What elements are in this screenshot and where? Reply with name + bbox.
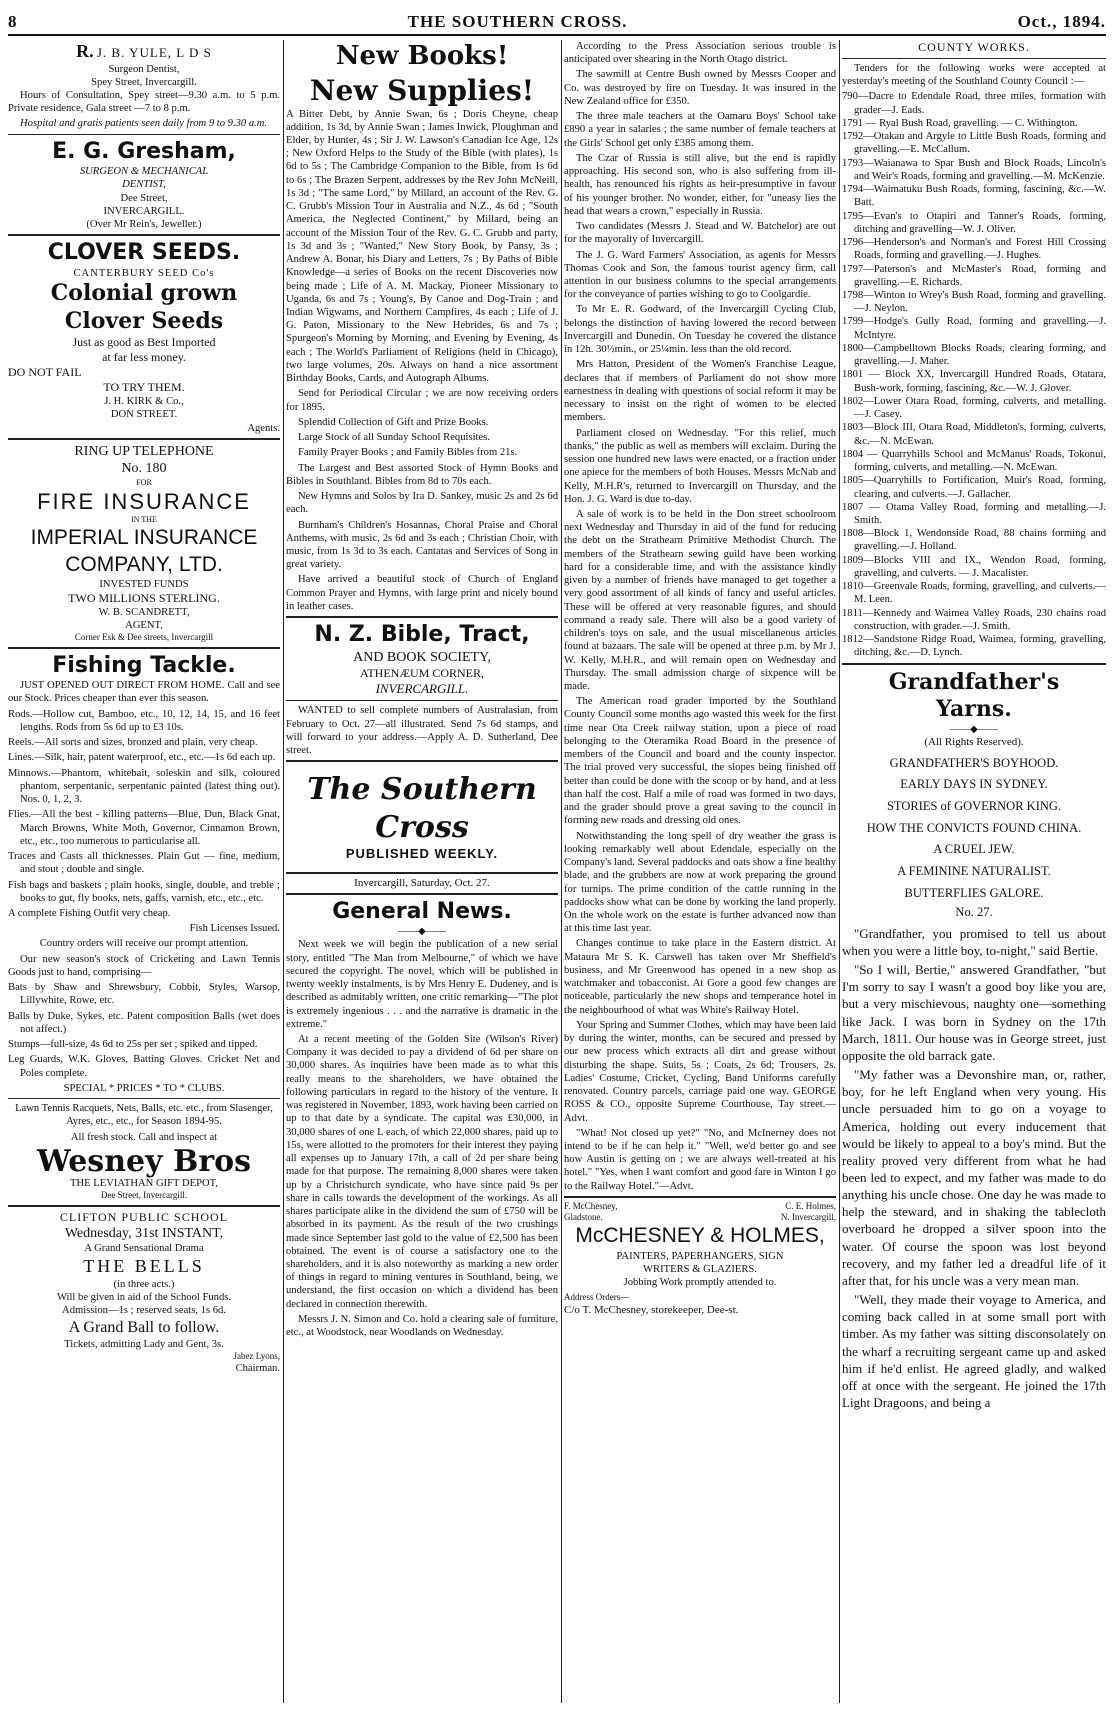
gresham-line: SURGEON & MECHANICAL — [79, 166, 209, 178]
clifton-line: Will be given in aid of the School Funds. — [56, 1292, 232, 1304]
fishing-para: Bats by Shaw and Shrewsbury, Cobbit, Styles, Warsop, Lillywhite, Rowe, etc. — [8, 982, 280, 1007]
column-rule — [839, 40, 840, 1703]
news-para: Your Spring and Summer Clothes, which may have been laid by during the winter, months, can be secured and pressed by our new process which extracts all dirt and grease without disturbing the shape. Suits, 5s ; Coats, 2s 6d; Trousers, 2s. Ladies' Costume, Cricket, Cycling, Band Uniforms carefully renovated. Country parcels, carriage paid one way. GEORGE ROSS & CO., opposite Supreme Courthouse, Tay street.—Advt. — [564, 1019, 836, 1124]
news-para: The Czar of Russia is still alive, but the end is rapidly approaching. His second son, who is also suffering from ill-health, has renounced his rights as heir-presumptive in favour of his younger brother. No wonder, either, for "uneasy lies the head that wears a crown," especially in Russia. — [564, 152, 836, 217]
books-para: Have arrived a beautiful stock of Church of England Common Prayer and Hymns, with large print and nicely bound in leather cases. — [286, 574, 558, 612]
county-works-item: 1804 — Quarryhills School and McManus' Roads, Tokonui, forming, culverts, and metalling.—N. McEwan. — [842, 448, 1106, 474]
clifton-line: (in three acts.) — [113, 1278, 175, 1290]
ad-new-books — [286, 40, 558, 613]
clover-line: at far less money. — [102, 350, 186, 365]
books-para: A Bitter Debt, by Annie Swan, 6s ; Doris Cheyne, cheap addition, 1s 3d, by Annie Swan ; James Inwick, Ploughman and Elder, by Hunter, 4s ; Sir J. W. Lawson's Canadian Ice Age, 12s ; New Oxford Helps to the Study of the Bible (with plates), 1s 6d to 5s ; The Cambridge Companion to the Bible, from 1s 6d to 6s ; The Brazen Serpent, addresses by the Rev John McNeill, 1s 3d ; "The same Lord," by Millard, an account of the Rev. G. C. Grubb's Mission Tour in Australia and N.Z., 4s 6d ; "South America, the Neglected Continent," by Millard, being an account of the Mission Tour of the Rev. G. C. Grubb and party, 1s 3d and 3s ; "Wanted," New Story Book, by Pansy, 3s ; Andrew A. Bonar, his Diary and Letters, 7s ; By Paths of Bible Knowledge—a series of Books on the recent Discoveries now being made ; Life of A. M. Mackay, Pioneer Missionary to Uganda, 6s and 7s ; Young's, By Canoe and Dog-Train ; and Indian Wigwams, and Northern Campfires, 4s each ; Life of J. G. Paton, Missionary to the New Hebrides, 6s and 7s ; Spurgeon's Morning by Morning, and Evening by Evening, 4s each ; The World's Parliament of Religions (held in Chicago), two large volumes, 20s. Always on hand a nice assortment Birthday Books, Cards, and Autograph Albums. — [286, 108, 558, 385]
mh-line: C/o T. McChesney, storekeeper, Dee-st. — [564, 1303, 739, 1316]
fishing-para: Minnows.—Phantom, whitebait, soleskin and silk, coloured phantom, serpentanic, serpentanic painted (latest thing out). Nos. 0, 1, 2, 3. — [8, 767, 280, 806]
news-para: Parliament closed on Wednesday. "For this relief, much thanks," the public as well as members will exclaim. During the session one hundred new laws were enacted, or a fraction under one apiece for the members of both Houses. Messrs McNab and Kelly, M.H.R's, returned to Invercargill on Thursday, and the Hon. J. G. Ward is due to-day. — [564, 427, 836, 505]
clifton-line: Jabez Lyons, — [233, 1350, 280, 1361]
fishing-para: Lines.—Silk, hair, patent waterproof, etc., etc.—1s 6d each up. — [8, 752, 276, 764]
yule-name: J. B. YULE, L D S — [96, 45, 212, 60]
news-para: Messrs J. N. Simon and Co. hold a clearing sale of furniture, etc., at Woodstock, near Woodlands on Wednesday. — [286, 1313, 558, 1339]
bible-society-line: ATHENÆUM CORNER, — [359, 666, 484, 681]
yarns-heading: Grandfather's — [888, 668, 1060, 695]
yule-line: Surgeon Dentist, — [108, 63, 180, 75]
county-works-item: 1808—Block 1, Wendonside Road, 88 chains forming and gravelling.—J. Holland. — [842, 528, 1106, 553]
yarns-para: "Well, they made their voyage to America, and coming back called in at some small port with timber. As my father was sitting disconsolately on the wharf a recruiting sergeant came up and asked him if he'd enlist. He agreed gladly, and walked off at once with the sergeant. He joined the 17th Light Dragoons, and being a — [842, 1292, 1106, 1411]
news-para: The American road grader imported by the Southland County Council some months ago wasted this week for the first time near Ota Creek railway station, upon a piece of road belonging to the Oteramika Road Board in the presence of members of the Council and board and the county inspector. The trial proved very successful, the slopes being finished off better than could be done with the scoop or by hand, and at less than half the cost. Half a mile of road was formed in two days, and the grader should prove a great saving to the council in forming new roads and dressing old ones. — [564, 696, 836, 827]
books-para: The Largest and Best assorted Stock of Hymn Books and Bibles in Southland. Bibles from 8d to 70s each. — [286, 462, 558, 487]
newspaper-title: THE SOUTHERN CROSS. — [407, 12, 628, 31]
ornament-divider: ——◆—— — [398, 925, 446, 937]
clifton-line: Wednesday, 31st INSTANT, — [64, 1225, 224, 1241]
yule-hours: Hours of Consultation, Spey street—9.30 a.m. to 5 p.m. Private residence, Gala street —7 to 8 p.m. — [8, 89, 280, 115]
fishing-para: Our new season's stock of Cricketing and Lawn Tennis Goods just to hand, comprising— — [8, 953, 280, 978]
logo-title: The Southern Cross — [307, 772, 537, 845]
issue-date: Oct., 1894. — [1017, 12, 1106, 31]
ad-mcchesney-holmes — [564, 1201, 836, 1317]
column-rule — [283, 40, 284, 1703]
news-para: "What! Not closed up yet?" "No, and McInerney does not intend to be if he can help it." "Well, we'd better go and see how Austin is getting on ; we are always well-treated at his hotel." "Yes, when I want comfort and good fare in Winton I go to the Railway Hotel."—Advt. — [564, 1127, 836, 1192]
county-works-item: 1802—Lower Otara Road, forming, culverts, and metalling.—J. Casey. — [842, 395, 1106, 421]
ad-clover-seeds — [8, 239, 280, 434]
clifton-line: Admission—1s ; reserved seats, 1s 6d. — [62, 1305, 226, 1317]
clifton-line: A Grand Sensational Drama — [84, 1243, 204, 1255]
yarns-topic: STORIES of GOVERNOR KING. — [886, 799, 1062, 814]
books-para: Family Prayer Books ; and Family Bibles from 21s. — [298, 447, 518, 459]
new-supplies-heading: New Supplies! — [309, 73, 535, 107]
books-para: Burnham's Children's Hosannas, Choral Praise and Choral Anthems, with music, 2s 6d and 3s each ; Christian Choir, with music, from 1s 3d to 3s each. Cantatas and Services of Song in great variety. — [286, 519, 558, 571]
books-para: Send for Periodical Circular ; we are now receiving orders for 1895. — [286, 388, 558, 413]
fishing-para: Fish Licenses Issued. — [189, 923, 280, 935]
bible-society-line: AND BOOK SOCIETY, — [353, 649, 491, 665]
clifton-line: Chairman. — [235, 1363, 280, 1375]
ad-bible-society — [286, 621, 558, 757]
clover-line: TO TRY THEM. — [103, 380, 185, 395]
clifton-line: Tickets, admitting Lady and Gent, 3s. — [64, 1338, 224, 1350]
county-works-item: 1803—Block III, Otara Road, Middleton's, forming, culverts, &c.—N. McEwan. — [842, 422, 1106, 447]
insurance-line: No. 180 — [121, 461, 167, 477]
county-works-item: 1796—Henderson's and Norman's and Forest Hill Crossing Roads, forming and gravelling.—J. Hughes. — [842, 237, 1106, 262]
yarns-topic: HOW THE CONVICTS FOUND CHINA. — [866, 820, 1082, 835]
mh-line: PAINTERS, PAPERHANGERS, SIGN — [616, 1250, 784, 1262]
yarns-rights: (All Rights Reserved). — [924, 736, 1024, 749]
news-para: Two candidates (Messrs J. Stead and W. Batchelor) are out for the mayoralty of Invercargill. — [564, 221, 836, 246]
general-news-heading: General News. — [332, 899, 512, 925]
fishing-para: SPECIAL * PRICES * TO * CLUBS. — [63, 1082, 225, 1094]
fishing-para: Rods.—Hollow cut, Bamboo, etc., 10, 12, 14, 15, and 16 feet lengths. Rods from 5s 6d up to £3 10s. — [8, 708, 280, 733]
clover-line: J. H. KIRK & Co., — [104, 396, 184, 408]
insurance-line: Corner Esk & Dee streets, Invercargill — [74, 632, 214, 643]
clover-line: Just as good as Best Imported — [72, 335, 216, 350]
clover-line: DO NOT FAIL — [8, 365, 82, 380]
paper-logo — [286, 765, 558, 868]
news-para: The three male teachers at the Oamaru Boys' School take £890 a year in salaries ; the same number of female teachers at the Girls' School get only £385 among them. — [564, 111, 836, 149]
yarns-number: No. 27. — [955, 905, 993, 920]
ad-yule — [8, 40, 280, 131]
mh-line: F. McChesney, — [564, 1200, 618, 1211]
fishing-para: Balls by Duke, Sykes, etc. Patent composition Balls (wet does not affect.) — [8, 1010, 280, 1035]
county-works-item: 1799—Hodge's Gully Road, forming and gravelling.—J. McIntyre. — [842, 316, 1106, 341]
fishing-para: Fish bags and baskets ; plain hooks, single, double, and treble ; books to gut, fly books, nets, gaffs, varnish, etc., etc., etc. — [8, 879, 280, 904]
county-works-item: 1792—Otakau and Argyle to Little Bush Roads, forming and gravelling.—E. McCallum. — [842, 131, 1106, 156]
yarns-topic: EARLY DAYS IN SYDNEY. — [900, 777, 1048, 792]
news-para: The sawmill at Centre Bush owned by Messrs Cooper and Co. was destroyed by fire on Tuesday. It was insured in the New Zealand office for £350. — [564, 69, 836, 107]
county-works — [842, 40, 1106, 660]
news-para: A sale of work is to be held in the Don street schoolroom next Wednesday and Thursday in aid of the fund for reducing the debt on the Strathearn Primitive Methodist Church. The members of the Strathearn sewing guild have been working hard for a considerable time, and with the assistance kindly given by a number of friends have managed to get together a very good assortment of all kinds of fancy and useful articles. These will be offered at very reasonable figures, and should command a ready sale. There will also be a good variety of children's toys on sale, and the usual miscellaneous articles found at bazaars. The sale will be opened at three p.m. by Mr J. W. Kelly, M.H.R., and will remain open on Wednesday and Thursday. The small admission charge of sixpence will be made. — [564, 508, 836, 693]
county-works-item: 1797—Paterson's and McMaster's Road, forming and gravelling.—E. Richards. — [842, 263, 1106, 288]
column-3 — [564, 40, 836, 1703]
mh-line: N. Invercargill, — [780, 1212, 836, 1223]
column-1 — [8, 40, 280, 1703]
gresham-line: INVERCARGILL. — [103, 205, 185, 217]
county-works-item: 1798—Winton to Wrey's Bush Road, forming and gravelling.—J. Neylon. — [842, 289, 1106, 315]
yarns-topic: A CRUEL JEW. — [933, 842, 1015, 857]
mh-line: WRITERS & GLAZIERS. — [643, 1263, 757, 1275]
clifton-line: A Grand Ball to follow. — [68, 1318, 220, 1336]
insurance-line: TWO MILLIONS STERLING. — [68, 591, 220, 606]
county-works-item: 1811—Kennedy and Waimea Valley Roads, 230 chains road construction, with grader.—J. Smith. — [842, 607, 1106, 632]
yarns-topic: A FEMININE NATURALIST. — [897, 863, 1051, 878]
clover-line: Clover Seeds — [64, 307, 224, 334]
gresham-line: Dee Street, — [120, 192, 168, 204]
insurance-line: INVESTED FUNDS — [99, 578, 189, 590]
yule-gratis: Hospital and gratis patients seen daily from 9 to 9.30 a.m. — [20, 118, 268, 130]
yarns-topic: GRANDFATHER'S BOYHOOD. — [889, 755, 1059, 770]
clover-line: Colonial grown — [50, 280, 238, 307]
news-para: Mrs Hatton, President of the Women's Franchise League, declares that if members of Parliament do not show more earnestness in dealing with questions of social reform it may be necessary to insist on the right of women to be elected members. — [564, 359, 836, 424]
books-para: Splendid Collection of Gift and Prize Books. — [298, 416, 489, 428]
clover-line: DON STREET. — [110, 409, 178, 421]
news-para: To Mr E. R. Godward, of the Invercargill Cycling Club, belongs the distinction of having lowered the record between Invercargill and Dunedin. On Tuesday he covered the distance in 12h. 30½min., or 25¼min. less than the old record. — [564, 304, 836, 356]
bible-society-heading: N. Z. Bible, Tract, — [314, 622, 530, 648]
county-works-list — [842, 90, 1106, 659]
general-news — [286, 898, 558, 1339]
gresham-line: DENTIST, — [122, 179, 166, 191]
fishing-para: JUST OPENED OUT DIRECT FROM HOME. Call and see our Stock. Prices cheaper than ever this season. — [8, 680, 280, 705]
county-works-item: 1791 — Ryal Bush Road, gravelling. — C. Withington. — [842, 117, 1078, 129]
wanted-notice: WANTED to sell complete numbers of Australasian, from February to Oct. 27—all illustrated. Send 7s 6d stamps, and will forward to your address.—Apply A. D. Sutherland, Dee street. — [286, 705, 558, 757]
column-2 — [286, 40, 558, 1703]
yarns-para: "Grandfather, you promised to tell us about when you were a little boy, to-night," said Bertie. — [842, 925, 1106, 958]
mh-line: Gladstone. — [564, 1212, 603, 1223]
gresham-line: (Over Mr Rein's, Jeweller.) — [86, 219, 202, 231]
mh-line: Jobbing Work promptly attended to. — [623, 1277, 777, 1289]
mh-line: Address Orders— — [564, 1292, 630, 1303]
insurance-line: RING UP TELEPHONE — [74, 443, 214, 459]
ad-fishing-tackle — [8, 652, 280, 1202]
county-works-item: 1809—Blocks VIII and IX., Wendon Road, forming, gravelling, and culverts. — J. Macalister. — [842, 554, 1106, 579]
clover-line: CANTERBURY SEED Co's — [73, 267, 215, 279]
grandfathers-yarns — [842, 669, 1106, 1412]
logo-subtitle: PUBLISHED WEEKLY. — [345, 846, 499, 862]
county-works-item: 1805—Quarryhills to Fortification, Muir's Road, forming, clearing, and culverts.—J. Gallacher. — [842, 475, 1106, 500]
fishing-para: Leg Guards, W.K. Gloves, Batting Gloves. Cricket Net and Poles complete. — [8, 1054, 280, 1079]
county-works-item: 1810—Greenvale Roads, forming, gravelling, and culverts.—M. Leen. — [842, 581, 1106, 606]
column-rule — [561, 40, 562, 1703]
fishing-para: Reels.—All sorts and sizes, bronzed and plain, very cheap. — [8, 737, 258, 749]
insurance-line: IMPERIAL INSURANCE — [30, 526, 258, 550]
ad-fire-insurance — [8, 443, 280, 644]
insurance-line: AGENT, — [125, 620, 163, 632]
fishing-para: Stumps—full-size, 4s 6d to 25s per set ; spiked and tipped. — [8, 1039, 258, 1051]
county-works-item: 1795—Evan's to Otapiri and Tanner's Roads, forming, ditching and gravelling—W. J. Oliver. — [842, 210, 1106, 235]
news-para: Next week we will begin the publication of a new serial story, entitled "The Man from Melbourne," of which we have secured the copyright. The novel, which will be published in twenty weekly instalments, is by Mrs Henry E. Dudeney, and is described as admitably written, one critic remarking—"The plot is extremely ingenious . . . and the narrative is dramatic in the extreme." — [286, 939, 558, 1030]
dateline: Invercargill, Saturday, Oct. 27. — [354, 876, 490, 889]
mh-line: C. E. Holmes, — [785, 1200, 836, 1211]
county-works-item: 1794—Waimatuku Bush Roads, forming, fascining, &c.—W. Batt. — [842, 184, 1106, 209]
fishing-para: A complete Fishing Outfit very cheap. — [8, 907, 171, 919]
ad-gresham — [8, 138, 280, 232]
ad-clifton-school — [8, 1210, 280, 1376]
fishing-para: Lawn Tennis Racquets, Nets, Balls, etc. etc., from Slasenger, Ayres, etc., etc., for Season 1894-95. — [15, 1103, 273, 1128]
yule-line: Spey Street, Invercargill. — [91, 76, 197, 88]
fishing-heading: Fishing Tackle. — [52, 652, 236, 678]
news-para: Changes continue to take place in the Eastern district. At Mataura Mr S. K. Carswell has taken over Mr Sheffield's business, and Mr Greenwood has opened in a new shop as watchmaker and tobacconist. At Gore a good few changes are noticeable, particularly the new shops and temperance hotel in the neighbourhood of what was White's Railway Hotel. — [564, 938, 836, 1016]
fishing-para: Traces and Casts all thicknesses. Plain Gut — fine, medium, and stout ; double and single. — [8, 851, 280, 876]
county-works-item: 1801 — Block XX, Invercargill Hundred Roads, Otatara, Bush-work, forming, fascining, &c.—W. J. Glover. — [842, 369, 1106, 394]
county-works-item: 790—Dacre to Edendale Road, three miles, formation with grader—J. Eads. — [842, 91, 1106, 116]
insurance-line: FIRE INSURANCE — [37, 488, 251, 514]
county-works-item: 1807 — Otama Valley Road, forming and metalling.—J. Smith. — [842, 501, 1106, 526]
yarns-para: "So I will, Bertie," answered Grandfather, "but I'm sorry to say I wasn't a good boy like you are, but a very mischievous, naughty one—something like Jack. I was born in Sydney on the 17th March, 1811. Our house was in George street, just opposite the old barrack gate. — [842, 962, 1106, 1063]
county-works-heading: COUNTY WORKS. — [918, 40, 1030, 54]
column-4 — [842, 40, 1106, 1703]
gresham-name: E. G. Gresham, — [52, 138, 236, 164]
insurance-line: FOR — [136, 477, 152, 487]
masthead — [8, 10, 1106, 36]
clover-heading: CLOVER SEEDS. — [47, 240, 241, 266]
ornament-divider: ——◆—— — [950, 723, 998, 735]
county-works-item: 1800—Campbelltown Blocks Roads, clearing forming, and gravelling.—J. Maher. — [842, 342, 1106, 368]
insurance-line: IN THE — [131, 515, 157, 525]
county-works-intro: Tenders for the following works were accepted at yesterday's meeting of the Southland County Council :— — [842, 63, 1106, 88]
news-para: At a recent meeting of the Golden Site (Wilson's River) Company it was decided to pay a dividend of 6d per share on 30,000 shares. As inquiries have been made as to what this really means to the shareholders, we have obtained the following particulars in regard to the history of the venture. It was registered in November, 1893, work having been carried on up to that date by a syndicate. The capital was £30,000, in 30,000 shares of one L each, of which 22,000 shares, paid up to 15s, were allotted to the promoters for their interest they paying all expenses up to January 17th, a call of 2d per share being made for that purpose. The remaining 8,000 shares were taken up by a Christchurch syndicate, who have since paid 9s per share in calls towards the development of the workings. As all shares participate alike in the dividend the sum of £750 will be absorbed in its payment. As the result of the two crushings made since September last gold to the value of £2,500 has been obtained. The event is of course a satisfactory one to the shareholders, and it is also noteworthy as marking a new order of things in regard to mining ventures in Southland, being, we understand, the first occasion on which a dividend has been declared in connection therewith. — [286, 1034, 558, 1310]
county-works-item: 1793—Waianawa to Spar Bush and Block Roads, Lincoln's and Weir's Roads, forming and gravelling.—M. McKenzie. — [842, 157, 1106, 182]
books-para: Large Stock of all Sunday School Requisites. — [298, 432, 490, 444]
insurance-line: W. B. SCANDRETT, — [98, 607, 190, 619]
clifton-line: THE BELLS — [83, 1256, 205, 1277]
fishing-line: THE LEVIATHAN GIFT DEPOT, — [70, 1178, 218, 1190]
fishing-para: Flies.—All the best - killing patterns—Blue, Dun, Black Gnat, March Browns, White Moth, Governor, Cinnamon Brown, etc., etc., too numerous to particularise all. — [8, 809, 280, 847]
news-para: According to the Press Association serious trouble is anticipated over shearing in the North Otago district. — [564, 41, 836, 66]
yule-initial: R. — [76, 41, 94, 61]
bible-society-line: INVERCARGILL. — [375, 681, 469, 697]
yarns-heading: Yarns. — [936, 696, 1012, 723]
mh-title: McCHESNEY & HOLMES, — [575, 1224, 825, 1248]
insurance-line: COMPANY, LTD. — [65, 552, 223, 576]
fishing-para: All fresh stock. Call and inspect at — [70, 1131, 218, 1143]
wesney-bros-brand: Wesney Bros — [36, 1143, 252, 1179]
news-para: Notwithstanding the long spell of dry weather the grass is looking remarkably well about Edendale, especially on the Company's land. Several paddocks and oats show a fine healthy blade, and the grubbers are now at work preparing the ground for turnips. The prime condition of the cattle running in the paddocks show what can be done by working the land properly. On the whole work on the estate is further advanced now than at this time last year. — [564, 830, 836, 935]
yarns-para: "My father was a Devonshire man, or, rather, boy, for he left England when very young. His uncle persuaded him to go on a voyage to America, holding out every inducement that would be likely to appeal to a boy's mind. But the reality proved very different from what he had been led to expect, and my father was made to do anything his uncle chose. One day he was made to help the steward, and in shaking the tablecloth overboard he dropped a silver spoon into the water. Of course the spoon was lost beyond recovery, and my father led a dreadful life of it after that, for his uncle was a very mean man. — [842, 1067, 1106, 1288]
new-books-heading: New Books! — [335, 41, 509, 71]
books-para: New Hymns and Solos by Ira D. Sankey, music 2s and 2s 6d each. — [286, 491, 558, 516]
clover-line: Agents. — [247, 422, 280, 434]
yarns-topic: BUTTERFLIES GALORE. — [904, 885, 1044, 900]
news-para: The J. G. Ward Farmers' Association, as agents for Messrs Thomas Cook and Son, the famous tourist agency firm, call attention in our business columns to the special arrangements for the conveyance of parties wishing to go to Coolgardie. — [564, 249, 836, 301]
fishing-line: Dee Street, Invercargill. — [100, 1190, 188, 1201]
county-works-item: 1812—Sandstone Ridge Road, Waimea, forming, gravelling, ditching, &c.—D. Lynch. — [842, 634, 1106, 659]
fishing-para: Country orders will receive our prompt attention. — [39, 938, 249, 950]
page-number: 8 — [8, 12, 18, 31]
clifton-line: CLIFTON PUBLIC SCHOOL — [59, 1209, 229, 1224]
